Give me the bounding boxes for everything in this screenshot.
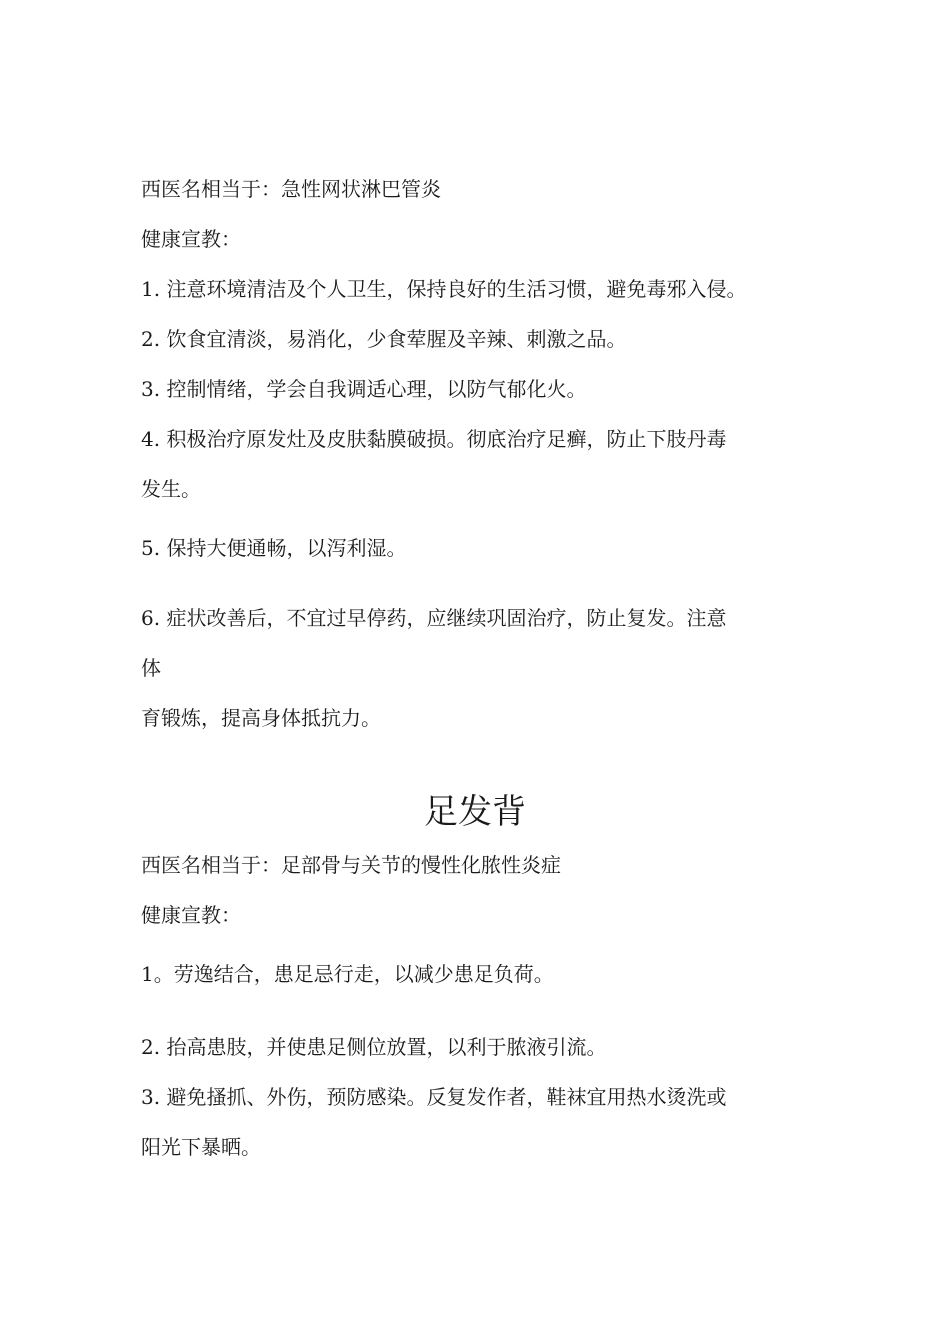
advice-line-1: 1。劳逸结合，患足忌行走，以减少患足负荷。 xyxy=(141,962,554,986)
advice-line-4: 4. 积极治疗原发灶及皮肤黏膜破损。彻底治疗足癣，防止下肢丹毒 xyxy=(141,427,727,451)
health-education-label: 健康宣教： xyxy=(141,903,241,927)
health-education-label: 健康宣教： xyxy=(141,227,241,251)
western-name-line: 西医名相当于：急性网状淋巴管炎 xyxy=(141,177,441,201)
advice-line-3: 3. 避免搔抓、外伤，预防感染。反复发作者，鞋袜宜用热水烫洗或 xyxy=(141,1085,727,1109)
western-name-line: 西医名相当于：足部骨与关节的慢性化脓性炎症 xyxy=(141,853,561,877)
section-title: 足发背 xyxy=(424,792,526,832)
advice-line-2: 2. 饮食宜清淡，易消化，少食荤腥及辛辣、刺激之品。 xyxy=(141,327,627,351)
advice-line-6-cont-2: 育锻炼，提高身体抵抗力。 xyxy=(141,706,381,730)
advice-line-1: 1. 注意环境清洁及个人卫生，保持良好的生活习惯，避免毒邪入侵。 xyxy=(141,277,747,301)
advice-line-6: 6. 症状改善后，不宜过早停药，应继续巩固治疗，防止复发。注意 xyxy=(141,606,727,630)
advice-line-3-cont: 阳光下暴晒。 xyxy=(141,1135,261,1159)
advice-line-2: 2. 抬高患肢，并使患足侧位放置，以利于脓液引流。 xyxy=(141,1035,607,1059)
advice-line-6-cont-1: 体 xyxy=(141,656,161,680)
advice-line-3: 3. 控制情绪，学会自我调适心理，以防气郁化火。 xyxy=(141,377,587,401)
advice-line-4-cont: 发生。 xyxy=(141,477,201,501)
advice-line-5: 5. 保持大便通畅，以泻利湿。 xyxy=(141,536,407,560)
